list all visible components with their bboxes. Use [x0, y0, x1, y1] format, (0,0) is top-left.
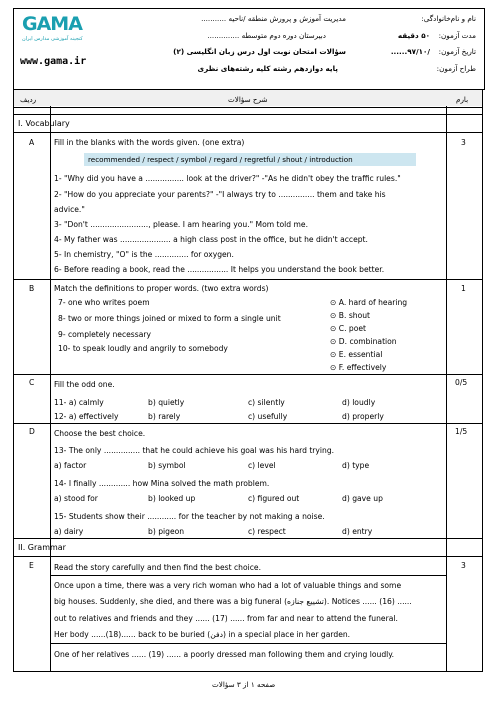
col-sep-right — [446, 89, 447, 672]
head-score: بارم — [456, 95, 469, 104]
q15: 15- Students show their ............ for the teacher by not making a noise. — [54, 512, 325, 521]
story-line-2: big houses. Suddenly, she died, and there was a big funeral (تشییع جنازه). Notices ...... (16) ...... — [54, 597, 412, 606]
q14-d: d) gave up — [342, 494, 383, 503]
radio-icon: ⊙ — [330, 311, 339, 320]
rule — [14, 538, 482, 539]
word-a-text: A. hard of hearing — [338, 298, 408, 307]
head-questions: شرح سؤالات — [228, 95, 268, 104]
word-d — [330, 337, 397, 346]
rule — [14, 107, 482, 108]
word-f-text: F. effectively — [338, 363, 387, 372]
def-8: 8- two or more things joined or mixed to form a single unit — [58, 314, 281, 323]
section-grammar: II. Grammar — [18, 543, 66, 552]
name-label: نام و نام‌خانوادگی: — [421, 14, 476, 23]
row-a: A — [29, 138, 35, 147]
score-e: 3 — [461, 561, 466, 570]
exam-line: سؤالات امتحان نوبت اول درس زبان انگلیسی (۲) — [173, 47, 346, 56]
q13: 13- The only ............... that he could achieve his goal was his hard trying. — [54, 446, 335, 455]
word-e — [330, 350, 382, 359]
story-line-5: One of her relatives ...... (19) ...... a poorly dressed man following them and crying loudly. — [54, 650, 395, 659]
def-10: 10- to speak loudly and angrily to somebody — [58, 344, 228, 353]
row-e: E — [29, 561, 34, 570]
story-line-3: out to relatives and friends and they ...... (17) ...... from far and near to attend the funeral. — [54, 614, 398, 623]
c-12-a: 12- a) effectively — [54, 412, 119, 421]
q15-d: d) entry — [342, 527, 373, 536]
q15-a: a) dairy — [54, 527, 84, 536]
rule — [51, 575, 446, 576]
word-a — [330, 298, 407, 307]
rule — [14, 374, 482, 375]
q13-b: b) symbol — [148, 461, 186, 470]
logo-subtitle: کنجینه آموزشی مدارس ایران — [22, 36, 83, 42]
section-vocabulary: I. Vocabulary — [18, 119, 70, 128]
word-b-text: B. shout — [338, 311, 371, 320]
word-f — [330, 363, 386, 372]
word-c — [330, 324, 366, 333]
instruction-a: Fill in the blanks with the words given. (one extra) — [54, 138, 245, 147]
instruction-e: Read the story carefully and then find the best choice. — [54, 563, 261, 572]
c-11-d: d) loudly — [342, 398, 376, 407]
item-a-5: 5- In chemistry, "O" is the .............. for oxygen. — [54, 250, 234, 259]
instruction-c: Fill the odd one. — [54, 380, 115, 389]
rule — [14, 279, 482, 280]
c-11-a: 11- a) calmly — [54, 398, 104, 407]
rule — [14, 423, 482, 424]
item-a-2b: advice." — [54, 205, 85, 214]
q15-c: c) respect — [248, 527, 286, 536]
c-11-b: b) quietly — [148, 398, 185, 407]
date-label: تاریخ آزمون: — [438, 47, 476, 56]
word-b — [330, 311, 370, 320]
duration-value: ۵۰ دقیقه — [397, 31, 430, 40]
item-a-6: 6- Before reading a book, read the ................. It helps you understand the book better. — [54, 265, 385, 274]
q13-a: a) factor — [54, 461, 87, 470]
rule — [51, 643, 446, 644]
radio-icon: ⊙ — [330, 363, 339, 372]
radio-icon: ⊙ — [330, 337, 339, 346]
q14-a: a) stood for — [54, 494, 98, 503]
admin-line: مدیریت آموزش و پرورش منطقه /ناحیه ........... — [201, 14, 346, 23]
head-row: ردیف — [20, 95, 37, 104]
score-d: 1/5 — [455, 427, 468, 436]
rule — [14, 132, 482, 133]
radio-icon: ⊙ — [330, 324, 339, 333]
website-url: www.gama.ir — [20, 56, 87, 67]
item-a-2: 2- "How do you appreciate your parents?" -"I always try to ............... them and take his — [54, 190, 386, 199]
item-a-4: 4- My father was ..................... a high class post in the office, but he didn't accept. — [54, 235, 368, 244]
word-d-text: D. combination — [338, 337, 397, 346]
def-7: 7- one who writes poem — [58, 298, 150, 307]
story-line-4: Her body ......(18)...... back to be buried (دفن) in a special place in her garden. — [54, 630, 351, 639]
word-c-text: C. poet — [338, 324, 367, 333]
row-b: B — [29, 284, 35, 293]
col-sep-left — [50, 89, 51, 672]
item-a-1: 1- "Why did you have a ................ look at the driver?" -"As he didn't obey the traffic rules." — [54, 174, 401, 183]
c-12-d: d) properly — [342, 412, 384, 421]
score-a: 3 — [461, 138, 466, 147]
row-c: C — [29, 378, 35, 387]
score-c: 0/5 — [455, 378, 468, 387]
logo-mark: GAMA — [22, 13, 82, 35]
q14-c: c) figured out — [248, 494, 300, 503]
duration-label: مدت آزمون: — [438, 31, 476, 40]
row-d: D — [29, 427, 35, 436]
grade-line: پایه دوازدهم رشته کلیه رشته‌های نظری — [197, 64, 338, 73]
radio-icon: ⊙ — [330, 350, 339, 359]
q15-b: b) pigeon — [148, 527, 185, 536]
c-11-c: c) silently — [248, 398, 285, 407]
radio-icon: ⊙ — [330, 298, 339, 307]
story-line-1: Once upon a time, there was a very rich woman who had a lot of valuable things and some — [54, 581, 402, 590]
q14-b: b) looked up — [148, 494, 196, 503]
c-12-b: b) rarely — [148, 412, 181, 421]
date-value: ......۹۷/۱۰/ — [390, 47, 430, 56]
designer-label: طراح آزمون: — [436, 64, 476, 73]
q14: 14- I finally ............. how Mina solved the math problem. — [54, 479, 270, 488]
c-12-c: c) usefully — [248, 412, 288, 421]
score-b: 1 — [461, 284, 466, 293]
school-line: دبیرستان دوره دوم متوسطه .............. — [207, 31, 326, 40]
word-box-text: recommended / respect / symbol / regard / regretful / shout / introduction — [88, 155, 353, 164]
q13-d: d) type — [342, 461, 370, 470]
logo — [22, 14, 92, 52]
item-a-3: 3- "Don't ........................, please. I am hearing you." Mom told me. — [54, 220, 309, 229]
def-9: 9- completely necessary — [58, 330, 151, 339]
instruction-d: Choose the best choice. — [54, 429, 146, 438]
rule — [14, 556, 482, 557]
page-footer: صفحه ۱ از ۳ سؤالات — [212, 680, 276, 689]
q13-c: c) level — [248, 461, 276, 470]
rule — [14, 114, 482, 115]
instruction-b: Match the definitions to proper words. (two extra words) — [54, 284, 269, 293]
word-e-text: E. essential — [338, 350, 383, 359]
